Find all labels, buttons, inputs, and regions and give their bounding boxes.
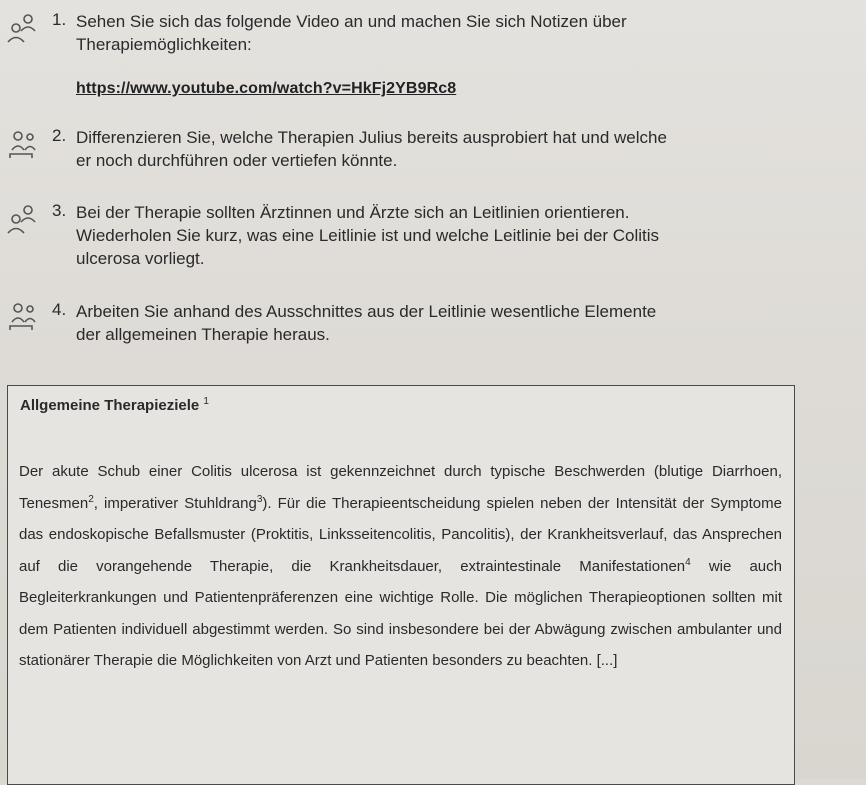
task-text (76, 126, 667, 172)
task-line: der allgemeinen Therapie heraus. (76, 325, 330, 344)
task-text (76, 10, 627, 56)
excerpt-title (20, 396, 209, 414)
task-number: 4. (52, 300, 67, 319)
video-link[interactable]: https://www.youtube.com/watch?v=HkFj2YB9Rc8 (76, 80, 457, 97)
task-line: Arbeiten Sie anhand des Ausschnittes aus der Leitlinie wesentliche Elemente (76, 302, 657, 321)
task-line: Wiederholen Sie kurz, was eine Leitlinie ist und welche Leitlinie bei der Colitis (76, 226, 660, 245)
task-text (76, 300, 656, 346)
excerpt-title-text: Allgemeine Therapieziele (20, 397, 200, 414)
group-work-icon (6, 300, 38, 334)
pair-work-icon (6, 203, 38, 237)
excerpt-body (19, 456, 782, 677)
task-line: Bei der Therapie sollten Ärztinnen und Ärzte sich an Leitlinien orientieren. (76, 203, 630, 222)
excerpt-text: Der akute Schub einer Colitis ulcerosa ist gekennzeichnet durch typische Beschwerden (blutige Diarrhoen, Tenesmen (19, 463, 782, 512)
footnote-marker: 2 (88, 493, 94, 505)
guideline-excerpt-box (7, 385, 795, 785)
task-number: 2. (52, 126, 67, 145)
excerpt-text: ). Für die Therapieentscheidung spielen neben der Intensität der Symptome das endoskopische Befallsmuster (Proktitis, Linksseitencolitis, Pancolitis), der Krankheitsverlauf, das Ansprechen auf die vorangehende Therapie, die Krankheitsdauer, extraintestinale Manifestationen (19, 494, 782, 575)
task-number: 3. (52, 201, 67, 220)
task-line: Therapiemöglichkeiten: (76, 35, 252, 54)
task-line: er noch durchführen oder vertiefen könnte. (76, 151, 398, 170)
pair-work-icon (6, 12, 38, 46)
footnote-marker: 4 (685, 556, 691, 568)
footnote-marker: 3 (256, 493, 263, 505)
task-line: Sehen Sie sich das folgende Video an und machen Sie sich Notizen über (76, 12, 627, 31)
excerpt-text: wie auch Begleiterkrankungen und Patientenpräferenzen eine wichtige Rolle. Die möglichen Therapieoptionen sollten mit dem Patienten individuell abgestimmt werden. So sind insbesondere bei der Abwägung zwischen ambulanter und stationärer Therapie die Möglichkeiten von Arzt und Patienten besonders zu beachten. [...] (19, 557, 782, 669)
task-line: Differenzieren Sie, welche Therapien Julius bereits ausprobiert hat und welche (76, 128, 667, 147)
task-number: 1. (52, 10, 67, 29)
task-line: ulcerosa vorliegt. (76, 249, 205, 268)
excerpt-text: , imperativer Stuhldrang (93, 494, 257, 512)
footnote-marker: 1 (203, 396, 209, 407)
task-text (76, 201, 659, 270)
group-work-icon (6, 128, 38, 162)
